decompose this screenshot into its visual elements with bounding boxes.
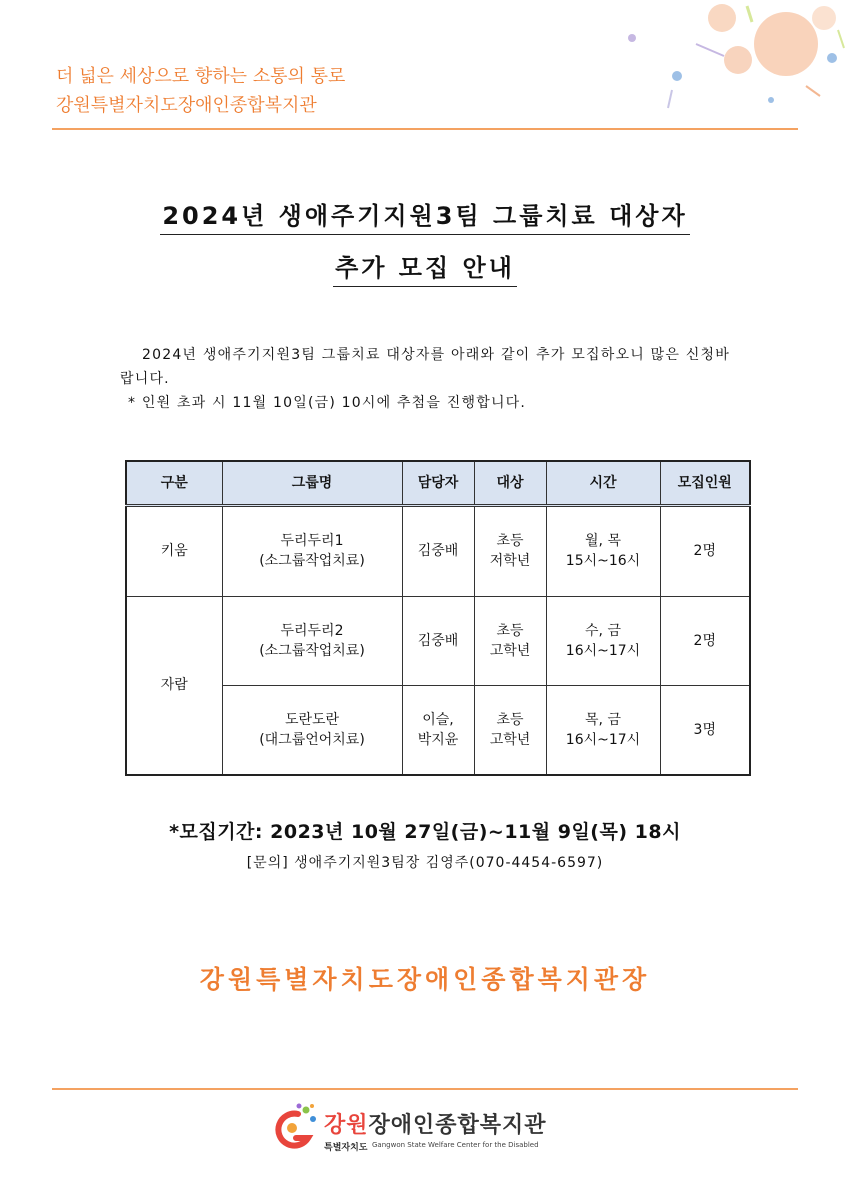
letterhead <box>0 0 850 130</box>
logo-wordmark-rest: 장애인종합복지관 <box>368 1113 547 1138</box>
logo-wordmark-prefix: 강원 <box>324 1113 369 1138</box>
inquiry-contact: [문의] 생애주기지원3팀장 김영주(070-4454-6597) <box>246 855 604 871</box>
group-name: 두리두리2 <box>280 622 344 639</box>
cell-recruit-count: 2명 <box>660 506 750 597</box>
header-category: 구분 <box>126 461 222 506</box>
intro-paragraph: 2024년 생애주기지원3팀 그룹치료 대상자를 아래와 같이 추가 모집하오니 많은 신청바랍니다. <box>120 347 730 387</box>
target-grade: 고학년 <box>489 642 531 659</box>
header-group-name: 그룹명 <box>222 461 402 506</box>
cell-recruit-count: 3명 <box>660 685 750 775</box>
group-type: (소그룹작업치료) <box>259 642 365 659</box>
group-type: (소그룹작업치료) <box>259 553 365 570</box>
logo-subtitle-english: Gangwon State Welfare Center for the Disabled <box>372 1141 539 1149</box>
header-target: 대상 <box>474 461 546 506</box>
cell-recruit-count: 2명 <box>660 596 750 685</box>
group-name: 두리두리1 <box>280 533 344 550</box>
header-divider <box>52 128 798 130</box>
slogan-line-2: 강원특별자치도장애인종합복지관 <box>56 95 317 116</box>
program-table <box>125 460 751 776</box>
intro-text <box>120 343 730 415</box>
header-time: 시간 <box>546 461 660 506</box>
cell-time <box>546 506 660 597</box>
cell-group-name <box>222 506 402 597</box>
header-manager: 담당자 <box>402 461 474 506</box>
document-title <box>0 196 850 287</box>
footer-divider <box>52 1088 798 1090</box>
table-row <box>126 596 750 685</box>
issuer-signature: 강원특별자치도장애인종합복지관장 <box>199 965 651 994</box>
cell-time <box>546 596 660 685</box>
target-grade: 저학년 <box>489 553 531 570</box>
letterhead-slogan <box>56 62 345 120</box>
time-hours: 15시~16시 <box>565 553 641 570</box>
manager-name: 이슬, <box>422 711 454 728</box>
cell-manager <box>402 506 474 597</box>
manager-name: 김중배 <box>417 632 459 649</box>
cell-manager <box>402 596 474 685</box>
manager-name: 김중배 <box>417 543 459 560</box>
target-level: 초등 <box>496 622 524 639</box>
header-recruit-count: 모집인원 <box>660 461 750 506</box>
cell-group-name <box>222 596 402 685</box>
logo-wordmark <box>324 1108 547 1139</box>
footer-logo <box>268 1102 588 1162</box>
slogan-line-1: 더 넓은 세상으로 향하는 소통의 통로 <box>56 66 346 87</box>
cell-target <box>474 506 546 597</box>
target-grade: 고학년 <box>489 731 531 748</box>
title-line-2: 추가 모집 안내 <box>333 248 517 287</box>
target-level: 초등 <box>496 711 524 728</box>
manager-name-2: 박지윤 <box>417 731 459 748</box>
cell-category: 키움 <box>126 506 222 597</box>
time-days: 목, 금 <box>585 711 621 728</box>
target-level: 초등 <box>496 533 524 550</box>
program-table-wrapper <box>125 460 749 776</box>
cell-target <box>474 596 546 685</box>
time-days: 수, 금 <box>585 622 621 639</box>
time-hours: 16시~17시 <box>565 642 641 659</box>
cell-group-name <box>222 685 402 775</box>
group-name: 도란도란 <box>284 711 340 728</box>
table-header-row <box>126 461 750 506</box>
time-days: 월, 목 <box>585 533 621 550</box>
title-line-1: 2024년 생애주기지원3팀 그룹치료 대상자 <box>160 196 689 235</box>
cell-category: 자람 <box>126 596 222 775</box>
recruitment-period: *모집기간: 2023년 10월 27일(금)~11월 9일(목) 18시 <box>169 821 681 843</box>
cell-manager <box>402 685 474 775</box>
time-hours: 16시~17시 <box>565 731 641 748</box>
group-type: (대그룹언어치료) <box>259 731 365 748</box>
table-row <box>126 506 750 597</box>
lottery-note: * 인원 초과 시 11월 10일(금) 10시에 추첨을 진행합니다. <box>128 395 527 411</box>
logo-subtitle-korean: 특별자치도 <box>324 1143 368 1153</box>
cell-target <box>474 685 546 775</box>
decorative-bubbles-graphic <box>520 0 850 130</box>
cell-time <box>546 685 660 775</box>
welfare-center-logo-icon <box>268 1102 320 1158</box>
